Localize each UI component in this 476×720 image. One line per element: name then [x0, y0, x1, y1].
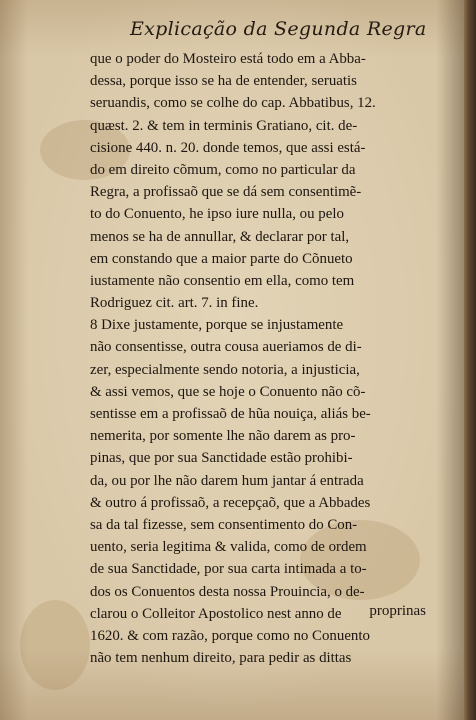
text-line: não tem nenhum direito, para pedir as dittas [90, 650, 352, 667]
text-line: do em direito cõmum, como no particular da [90, 161, 356, 178]
text-line: & assi vemos, que se hoje o Conuento não cõ- [90, 383, 366, 400]
text-line: de sua Sanctidade, por sua carta intimada a to- [90, 561, 367, 578]
text-line: dessa, porque isso se ha de entender, seruatis [90, 73, 357, 90]
text-line: pinas, que por sua Sanctidade estão prohibi- [90, 450, 353, 467]
text-line: Regra, a profissaõ que se dá sem consentimẽ- [90, 184, 362, 201]
paper-stain [20, 600, 90, 690]
text-line: dos os Conuentos desta nossa Prouincia, o de- [90, 583, 365, 600]
text-line: zer, especialmente sendo notoria, a injusticia, [90, 361, 360, 378]
text-line: que o poder do Mosteiro está todo em a Abba- [90, 51, 366, 67]
text-line: sa da tal fizesse, sem consentimento do Con- [90, 516, 358, 533]
body-text [90, 48, 435, 669]
text-line: iustamente não consentio em ella, como tem [90, 272, 355, 289]
text-line: 1620. & com razão, porque como no Conuento [90, 627, 370, 644]
book-spine-edge [464, 0, 476, 720]
text-line: clarou o Colleitor Apostolico nest anno de [90, 605, 342, 622]
text-line: não consentisse, outra cousa aueriamos de di- [90, 339, 362, 356]
text-line: da, ou por lhe não darem hum jantar á entrada [90, 472, 364, 489]
text-line: sentisse em a profissaõ de hũa nouiça, aliás be- [90, 406, 371, 422]
text-line: & outro á profissaõ, a recepçaõ, que a Abbades [90, 494, 371, 511]
running-header: Explicação da Segunda Regra [130, 18, 427, 40]
text-line: menos se ha de annullar, & declarar por tal, [90, 228, 350, 245]
text-line: Rodriguez cit. art. 7. in fine. [90, 295, 259, 312]
text-line: cisione 440. n. 20. donde temos, que assi está- [90, 139, 366, 156]
text-line: quæst. 2. & tem in terminis Gratiano, cit. de- [90, 117, 358, 134]
text-line: nemerita, por somente lhe não darem as pro- [90, 428, 356, 445]
text-line: em constando que a maior parte do Cõnueto [90, 250, 353, 267]
text-line: 8 Dixe justamente, porque se injustamente [90, 317, 344, 334]
text-line: to do Conuento, he ipso iure nulla, ou pelo [90, 206, 344, 223]
text-line: seruandis, como se colhe do cap. Abbatibus, 12. [90, 95, 376, 112]
catchword: proprinas [369, 603, 426, 619]
text-line: uento, seria legitima & valida, como de ordem [90, 539, 367, 556]
